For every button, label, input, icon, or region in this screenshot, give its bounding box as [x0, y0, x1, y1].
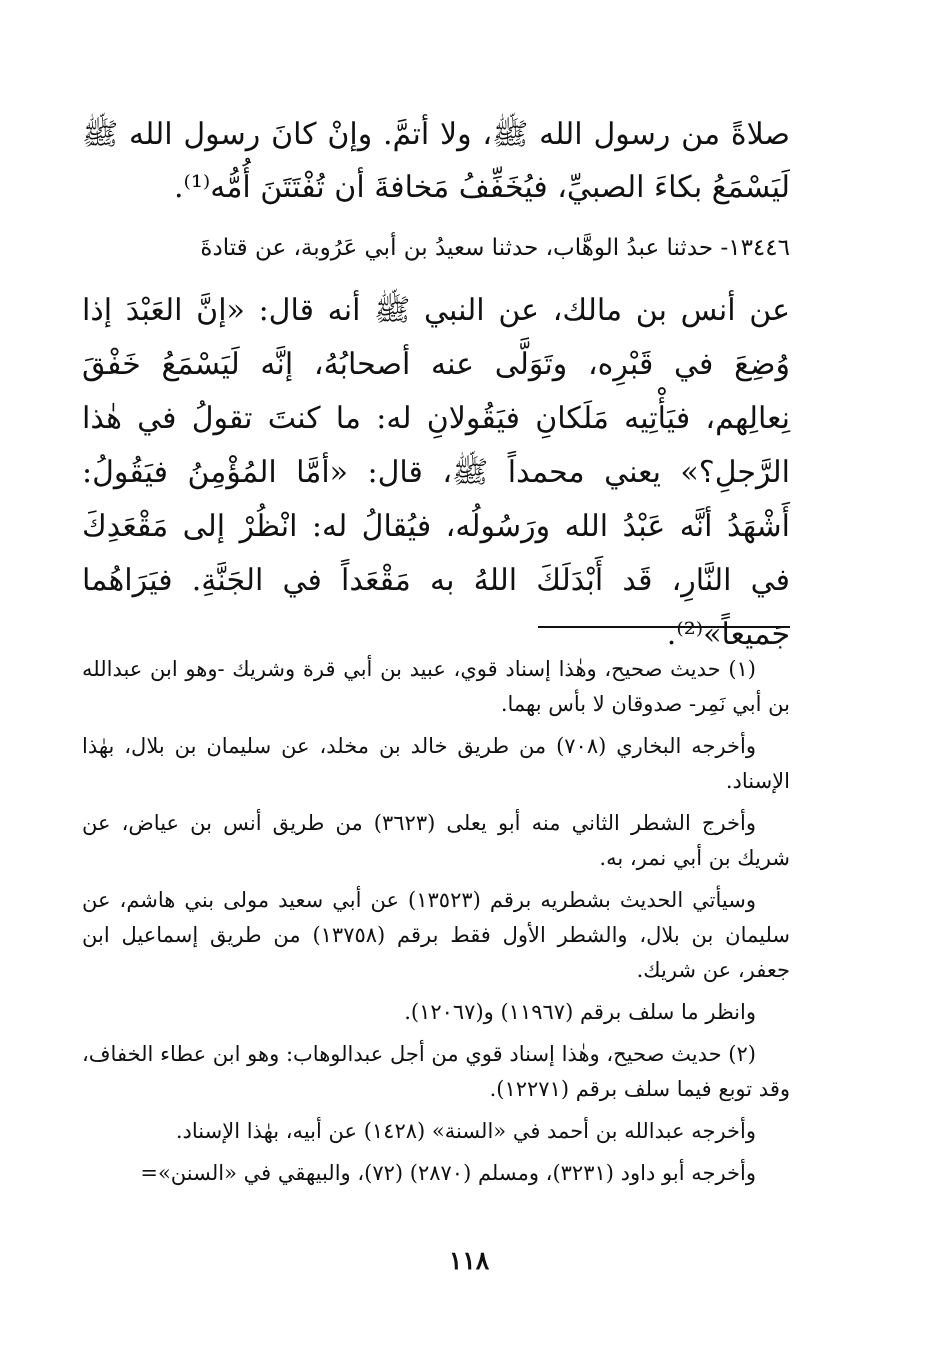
footnote-paragraph: (٢) حديث صحيح، وهٰذا إسناد قوي من أجل عبدالوهاب: وهو ابن عطاء الخفاف، وقد توبع فيما سلف برقم (١٢٢٧١).	[82, 1042, 790, 1101]
footnote-separator	[538, 626, 790, 628]
footnote-paragraph: وأخرج الشطر الثاني منه أبو يعلى (٣٦٢٣) من طريق أنس بن عياض، عن شريك بن أبي نمر، به.	[82, 811, 790, 870]
footnote-paragraph: وأخرجه أبو داود (٣٢٣١)، ومسلم (٢٨٧٠) (٧٢)، والبيهقي في «السنن»=	[140, 1161, 756, 1185]
hadith-heading: ١٣٤٤٦- حدثنا عبدُ الوهَّاب، حدثنا سعيدُ بن أبي عَرُوبة، عن قتادةَ	[200, 235, 790, 261]
footnotes-block	[82, 652, 790, 1198]
footnote-paragraph: وسيأتي الحديث بشطريه برقم (١٣٥٢٣) عن أبي سعيد مولى بني هاشم، عن سليمان بن بلال، والشطر الأول فقط برقم (١٣٧٥٨) من طريق إسماعيل ابن جعفر، عن شريك.	[82, 888, 790, 982]
footnote-paragraph: (١) حديث صحيح، وهٰذا إسناد قوي، عبيد بن أبي قرة وشريك -وهو ابن عبدالله بن أبي نَمِر- صدوقان لا بأس بهما.	[82, 657, 790, 716]
footnote-paragraph: وانظر ما سلف برقم (١١٩٦٧) و(١٢٠٦٧).	[404, 1000, 756, 1024]
main-text-block	[82, 108, 790, 214]
footnote-paragraph: وأخرجه عبدالله بن أحمد في «السنة» (١٤٢٨) عن أبيه، بهٰذا الإسناد.	[175, 1119, 756, 1143]
hadith-text: عن أنس بن مالك، عن النبي ﷺ أنه قال: «إنَّ العَبْدَ إذا وُضِعَ في قَبْرِه، وتَوَلَّى عنه أصحابُهُ، إنَّه لَيَسْمَعُ خَفْقَ نِعالِهم، فيَأْتِيه مَلَكانِ فيَقُولانِ له: ما كنتَ تقولُ في هٰذا الرَّجلِ؟» يعني محمداً ﷺ، قال: «أمَّا المُؤْمِنُ فيَقُولُ: أَشْهَدُ أنَّه عَبْدُ الله ورَسُولُه، فيُقالُ له: انْظُرْ إلى مَقْعَدِكَ في النَّارِ، قَد أَبْدَلَكَ اللهُ به مَقْعَداً في الجَنَّةِ. فيَرَاهُما جَميعاً»⁽²⁾.	[82, 293, 790, 652]
page-number: ١١٨	[448, 1246, 490, 1275]
main-paragraph: صلاةً من رسول الله ﷺ، ولا أتمَّ. وإنْ كانَ رسول الله ﷺ لَيَسْمَعُ بكاءَ الصبيِّ، فيُخَفِّفُ مَخافةَ أن تُفْتَتَنَ أُمُّه⁽¹⁾.	[82, 117, 790, 205]
footnote-paragraph: وأخرجه البخاري (٧٠٨) من طريق خالد بن مخلد، عن سليمان بن بلال، بهٰذا الإسناد.	[82, 734, 790, 793]
